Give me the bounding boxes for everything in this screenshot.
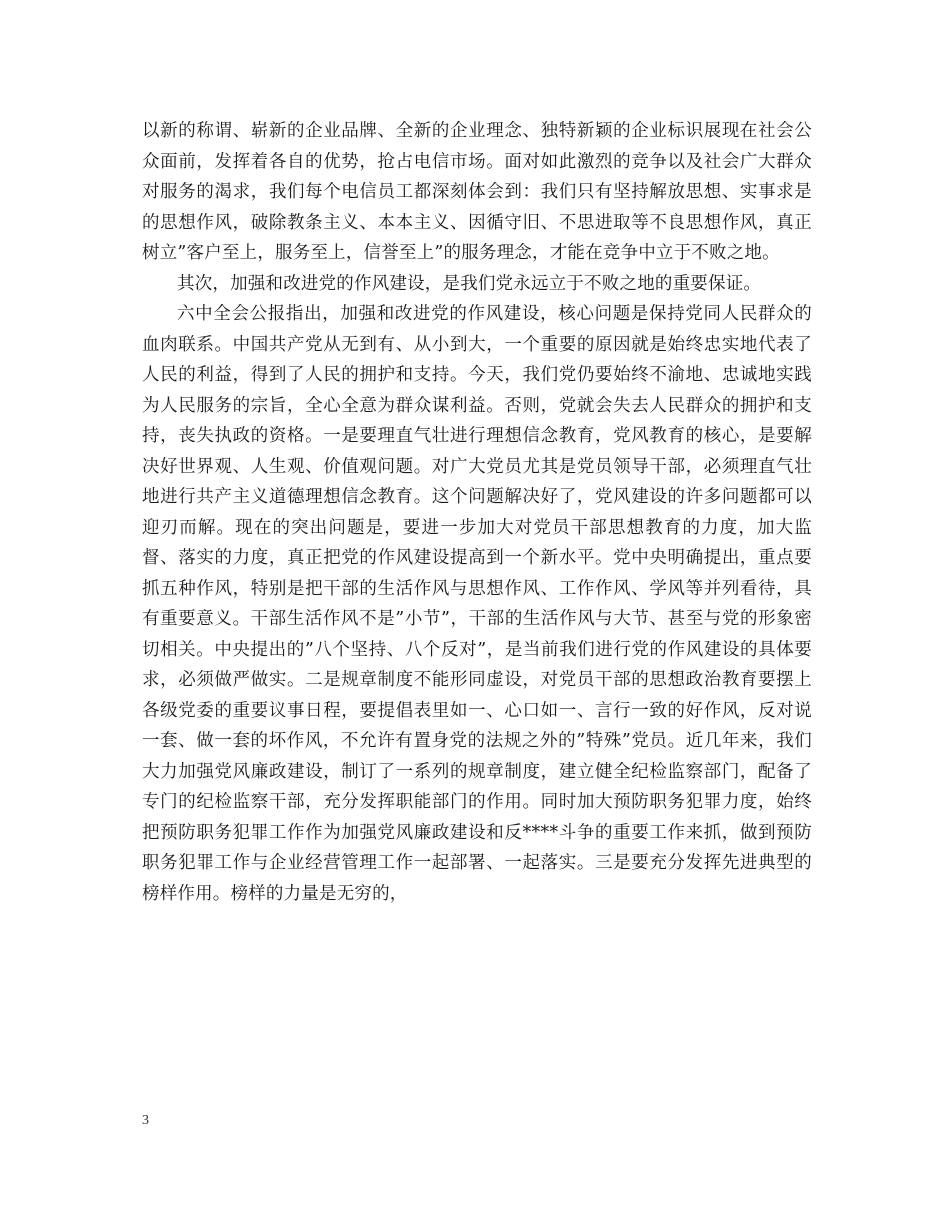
paragraph-1: 以新的称谓、崭新的企业品牌、全新的企业理念、独特新颖的企业标识展现在社会公众面前，发挥着各自的优势，抢占电信市场。面对如此激烈的竞争以及社会广大群众对服务的渴求，我们每个电信员工都深刻体会到：我们只有坚持解放思想、实事求是的思想作风，破除教条主义、本本主义、因循守旧、不思进取等不良思想作风，真正树立”客户至上，服务至上，信誉至上”的服务理念，才能在竞争中立于不败之地。	[142, 121, 812, 263]
paragraph-2: 其次，加强和改进党的作风建设，是我们党永远立于不败之地的重要保证。	[177, 273, 762, 294]
paragraph-3: 六中全会公报指出，加强和改进党的作风建设，核心问题是保持党同人民群众的血肉联系。中国共产党从无到有、从小到大，一个重要的原因就是始终忠实地代表了人民的利益，得到了人民的拥护和支持。今天，我们党仍要始终不渝地、忠诚地实践为人民服务的宗旨，全心全意为群众谋利益。否则，党就会失去人民群众的拥护和支持，丧失执政的资格。一是要理直气壮进行理想信念教育，党风教育的核心，是要解决好世界观、人生观、价值观问题。对广大党员尤其是党员领导干部，必须理直气壮地进行共产主义道德理想信念教育。这个问题解决好了，党风建设的许多问题都可以迎刃而解。现在的突出问题是，要进一步加大对党员干部思想教育的力度，加大监督、落实的力度，真正把党的作风建设提高到一个新水平。党中央明确提出，重点要抓五种作风，特别是把干部的生活作风与思想作风、工作作风、学风等并列看待，具有重要意义。干部生活作风不是”小节”，干部的生活作风与大节、甚至与党的形象密切相关。中央提出的”八个坚持、八个反对”，是当前我们进行党的作风建设的具体要求，必须做严做实。二是规章制度不能形同虚设，对党员干部的思想政治教育要摆上各级党委的重要议事日程，要提倡表里如一、心口如一、言行一致的好作风，反对说一套、做一套的坏作风，不允许有置身党的法规之外的”特殊”党员。近几年来，我们大力加强党风廉政建设，制订了一系列的规章制度，建立健全纪检监察部门，配备了专门的纪检监察干部，充分发挥职能部门的作用。同时加大预防职务犯罪力度，始终把预防职务犯罪工作作为加强党风廉政建设和反****斗争的重要工作来抓，做到预防职务犯罪工作与企业经营管理工作一起部署、一起落实。三是要充分发挥先进典型的榜样作用。榜样的力量是无穷的，	[142, 304, 812, 904]
document-body	[142, 116, 812, 909]
page-number: 3	[142, 1113, 149, 1128]
